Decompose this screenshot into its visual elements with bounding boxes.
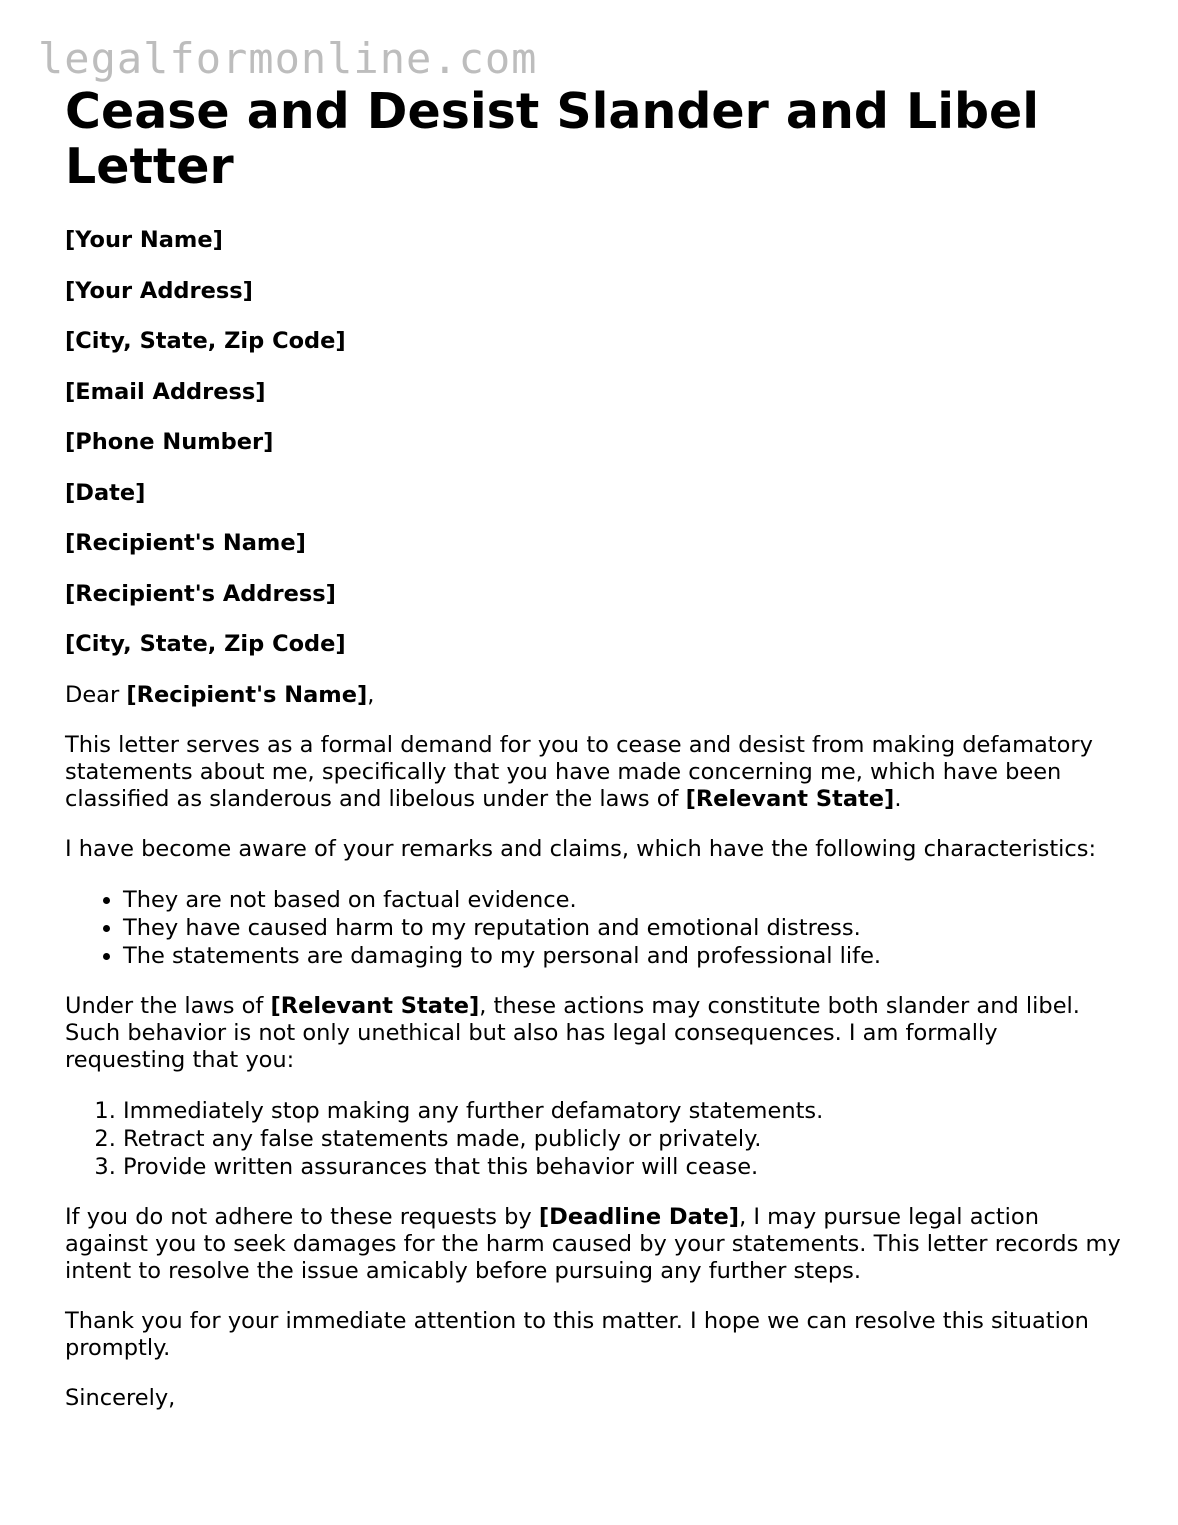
- sender-phone: [Phone Number]: [65, 429, 274, 455]
- sender-email: [Email Address]: [65, 378, 266, 405]
- sender-name: [Your Name]: [65, 227, 223, 253]
- recipient-name: [Recipient's Name]: [65, 530, 306, 556]
- list-item: 3. Provide written assurances that this behavior will cease.: [123, 1153, 1125, 1181]
- paragraph-demand-end: .: [894, 785, 902, 812]
- recipient-city-state-zip: [City, State, Zip Code]: [65, 631, 346, 657]
- letter-date: [Date]: [65, 479, 146, 506]
- paragraph-deadline-pre: If you do not adhere to these requests by: [65, 1203, 539, 1230]
- requests-list: [65, 1097, 1125, 1181]
- salutation: [65, 682, 1125, 709]
- salutation-suffix: ,: [367, 681, 375, 708]
- sender-city-state-zip: [City, State, Zip Code]: [65, 328, 346, 354]
- paragraph-demand-text: This letter serves as a formal demand for you to cease and desist from making defamatory statements about me, specifically that you have made concerning me, which have been classified as slanderous and libelous under the laws of: [65, 731, 1093, 812]
- list-item: 1. Immediately stop making any further defamatory statements.: [123, 1097, 1125, 1125]
- paragraph-laws-pre: Under the laws of: [65, 992, 271, 1019]
- paragraph-deadline-post: , I may pursue legal action against you to seek damages for the harm caused by your statements. This letter records my intent to resolve the issue amicably before pursuing any further steps.: [65, 1203, 1121, 1284]
- paragraph-thanks: Thank you for your immediate attention to this matter. I hope we can resolve this situation promptly.: [65, 1307, 1089, 1361]
- paragraph-laws: [65, 993, 1125, 1074]
- paragraph-laws-post: , these actions may constitute both slander and libel. Such behavior is not only unethical but also has legal consequences. I am formally requesting that you:: [65, 992, 1080, 1073]
- paragraph-characteristics: I have become aware of your remarks and claims, which have the following characteristics:: [65, 835, 1097, 862]
- list-item: • The statements are damaging to my personal and professional life.: [123, 942, 1125, 970]
- salutation-name: [Recipient's Name]: [126, 681, 368, 708]
- salutation-prefix: Dear: [65, 681, 127, 708]
- relevant-state: [Relevant State]: [270, 992, 480, 1019]
- closing: Sincerely,: [65, 1384, 176, 1411]
- list-item: • They are not based on factual evidence.: [123, 886, 1125, 914]
- list-item: 2. Retract any false statements made, publicly or privately.: [123, 1125, 1125, 1153]
- page-title: Cease and Desist Slander and Libel Letter: [65, 83, 1040, 195]
- list-item: • They have caused harm to my reputation and emotional distress.: [123, 914, 1125, 942]
- relevant-state: [Relevant State]: [685, 785, 895, 812]
- recipient-address: [Recipient's Address]: [65, 580, 336, 607]
- letter-document: [65, 84, 1125, 1435]
- paragraph-demand: [65, 732, 1125, 813]
- characteristics-list: [65, 886, 1125, 970]
- sender-address: [Your Address]: [65, 277, 253, 304]
- deadline-date: [Deadline Date]: [538, 1203, 740, 1230]
- watermark: legalformonline.com: [38, 34, 538, 83]
- paragraph-deadline: [65, 1204, 1125, 1285]
